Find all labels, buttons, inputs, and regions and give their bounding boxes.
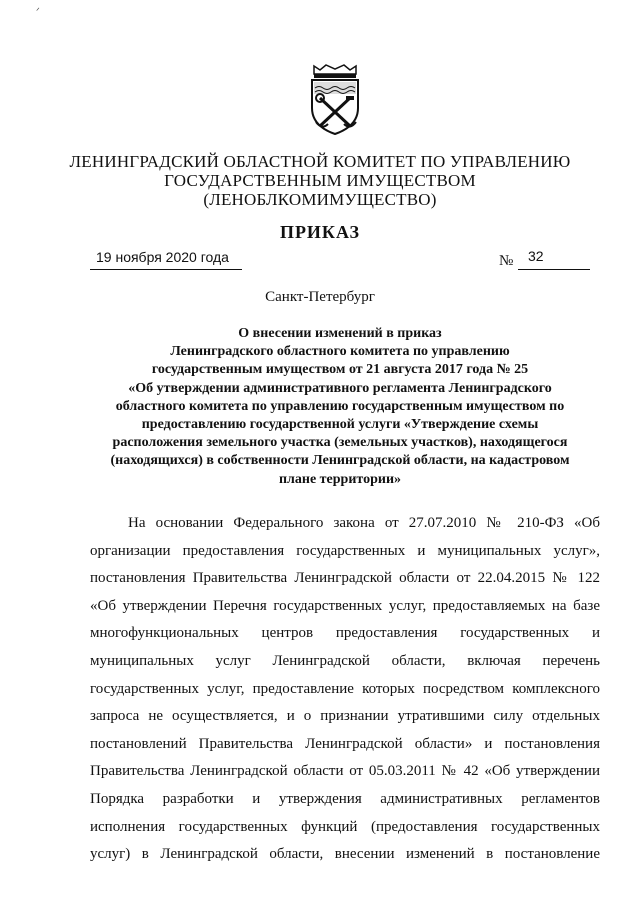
body-line: государственных услуг, предоставление которых посредством комплексного: [90, 680, 600, 697]
body-line: постановления Правительства Ленинградской области от 22.04.2015 № 122: [90, 570, 600, 587]
city: Санкт-Петербург: [265, 289, 375, 305]
org-name-line-3: (ЛЕНОБЛКОМИМУЩЕСТВО): [203, 190, 437, 209]
body-line: организации предоставления государственных и муниципальных услуг»,: [90, 542, 600, 559]
body-line: На основании Федерального закона от 27.07.2010 № 210-ФЗ «Об: [128, 515, 600, 531]
document-type-title: ПРИКАЗ: [279, 222, 361, 242]
order-date: 19 ноября 2020 года: [96, 249, 229, 265]
subject-line: плане территории»: [278, 471, 402, 487]
subject-line: Ленинградского областного комитета по управлению: [170, 344, 510, 360]
org-name-line-1: ЛЕНИНГРАДСКИЙ ОБЛАСТНОЙ КОМИТЕТ ПО УПРАВЛЕНИЮ: [69, 152, 571, 171]
subject-line: (находящихся) в собственности Ленинградской области, на кадастровом: [110, 453, 570, 469]
subject-line: О внесении изменений в приказ: [238, 326, 442, 341]
body-line: Порядка разработки и утверждения административных регламентов: [90, 790, 600, 807]
body-line: муниципальных услуг Ленинградской области, включая перечень: [90, 652, 600, 669]
subject-line: «Об утверждении административного регламента Ленинградского: [128, 380, 552, 396]
number-sign: №: [499, 253, 514, 269]
body-line: запроса не осуществляется, и о признании утратившими силу отдельных: [90, 708, 600, 725]
body-line: Правительства Ленинградской области от 05.03.2011 № 42 «Об утверждении: [90, 763, 600, 780]
number-underline: [518, 269, 590, 270]
body-paragraph: [90, 510, 600, 869]
coat-of-arms-icon: [308, 64, 362, 136]
body-line: постановлений Правительства Ленинградской области» и постановления: [90, 735, 600, 752]
date-underline: [90, 269, 242, 270]
corner-mark: ᐟ: [36, 6, 40, 16]
body-line: исполнения государственных функций (предоставления государственных: [90, 818, 600, 835]
order-subject: [80, 325, 600, 489]
subject-line: расположения земельного участка (земельных участков), находящегося: [112, 435, 568, 451]
body-line: услуг) в Ленинградской области, внесении изменений в постановление: [90, 846, 600, 863]
subject-line: областного комитета по управлению государственным имуществом по: [115, 398, 565, 414]
body-line: многофункциональных центров предоставления государственных и: [90, 625, 600, 642]
order-number: 32: [528, 248, 544, 264]
subject-line: предоставлению государственной услуги «Утверждение схемы: [141, 417, 539, 433]
subject-line: государственным имуществом от 21 августа 2017 года № 25: [151, 362, 529, 378]
org-name-line-2: ГОСУДАРСТВЕННЫМ ИМУЩЕСТВОМ: [164, 171, 476, 190]
body-line: «Об утверждении Перечня государственных услуг, предоставляемых на базе: [90, 597, 600, 614]
